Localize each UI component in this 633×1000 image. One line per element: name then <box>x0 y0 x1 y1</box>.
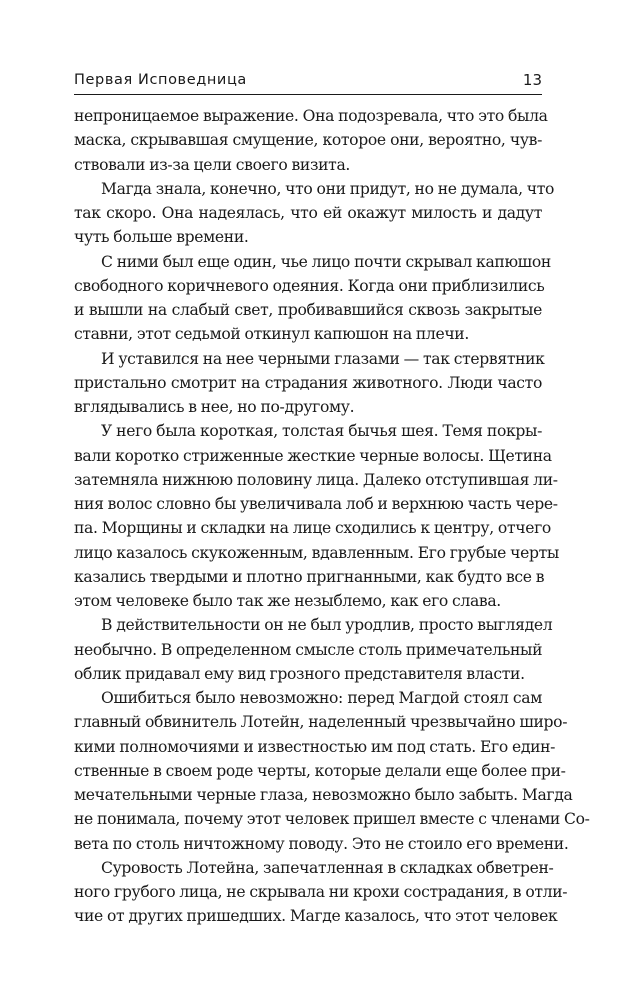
text-line: непроницаемое выражение. Она подозревала, что это была <box>74 107 548 125</box>
text-line: и вышли на слабый свет, пробивавшийся сквозь закрытые <box>74 301 542 319</box>
text-line: С ними был еще один, чье лицо почти скрывал капюшон <box>101 252 551 271</box>
text-line: затемняла нижнюю половину лица. Далеко отступившая ли- <box>74 470 558 489</box>
text-line: ственные в своем роде черты, которые делали еще более при- <box>74 761 566 780</box>
text-line: В действительности он не был уродлив, просто выглядел <box>101 616 553 635</box>
text-line: маска, скрывавшая смущение, которое они, вероятно, чув- <box>74 131 542 150</box>
text-line: главный обвинитель Лотейн, наделенный чрезвычайно широ- <box>74 713 568 732</box>
text-line: чуть больше времени. <box>74 228 249 247</box>
text-line: облик придавал ему вид грозного представителя власти. <box>74 664 525 683</box>
text-line: Ошибиться было невозможно: перед Магдой стоял сам <box>101 689 542 707</box>
text-line: И уставился на нее черными глазами — так стервятник <box>101 349 545 368</box>
running-title: Первая Исповедница <box>74 72 247 88</box>
text-line: лицо казалось скукоженным, вдавленным. Его грубые черты <box>74 543 559 562</box>
header-rule <box>74 94 542 95</box>
text-line: кими полномочиями и известностью им под стать. Его един- <box>74 737 556 756</box>
text-line: не понимала, почему этот человек пришел вместе с членами Со- <box>74 810 590 829</box>
page-number: 13 <box>522 71 542 89</box>
running-head <box>74 70 542 94</box>
text-line: ствовали из-за цели своего визита. <box>74 155 350 174</box>
text-line: казались твердыми и плотно пригнанными, как будто все в <box>74 567 545 586</box>
text-line: У него была короткая, толстая бычья шея. Темя покры- <box>101 422 542 441</box>
text-line: мечательными черные глаза, невозможно было забыть. Магда <box>74 786 573 804</box>
text-line: пристально смотрит на страдания животного. Люди часто <box>74 373 542 392</box>
text-line: чие от других пришедших. Магде казалось, что этот человек <box>74 907 558 926</box>
text-line: ставни, этот седьмой откинул капюшон на плечи. <box>74 325 469 344</box>
text-line: так скоро. Она надеялась, что ей окажут милость и дадут <box>74 204 542 222</box>
text-line: вали коротко стриженные жесткие черные волосы. Щетина <box>74 446 552 465</box>
body-text <box>74 104 590 929</box>
text-line: Магда знала, конечно, что они придут, но не думала, что <box>101 179 555 198</box>
text-line: вглядывались в нее, но по-другому. <box>74 398 355 416</box>
text-line: необычно. В определенном смысле столь примечательный <box>74 640 543 659</box>
text-line: этом человеке было так же незыблемо, как его слава. <box>74 592 501 610</box>
text-line: вета по столь ничтожному поводу. Это не стоило его времени. <box>74 834 569 853</box>
text-line: ного грубого лица, не скрывала ни крохи сострадания, в отли- <box>74 883 568 901</box>
text-line: ния волос словно бы увеличивала лоб и верхнюю часть чере- <box>74 495 558 513</box>
text-line: Суровость Лотейна, запечатленная в складках обветрен- <box>101 858 554 877</box>
text-line: свободного коричневого одеяния. Когда они приблизились <box>74 276 545 295</box>
text-line: па. Морщины и складки на лице сходились к центру, отчего <box>74 519 551 538</box>
